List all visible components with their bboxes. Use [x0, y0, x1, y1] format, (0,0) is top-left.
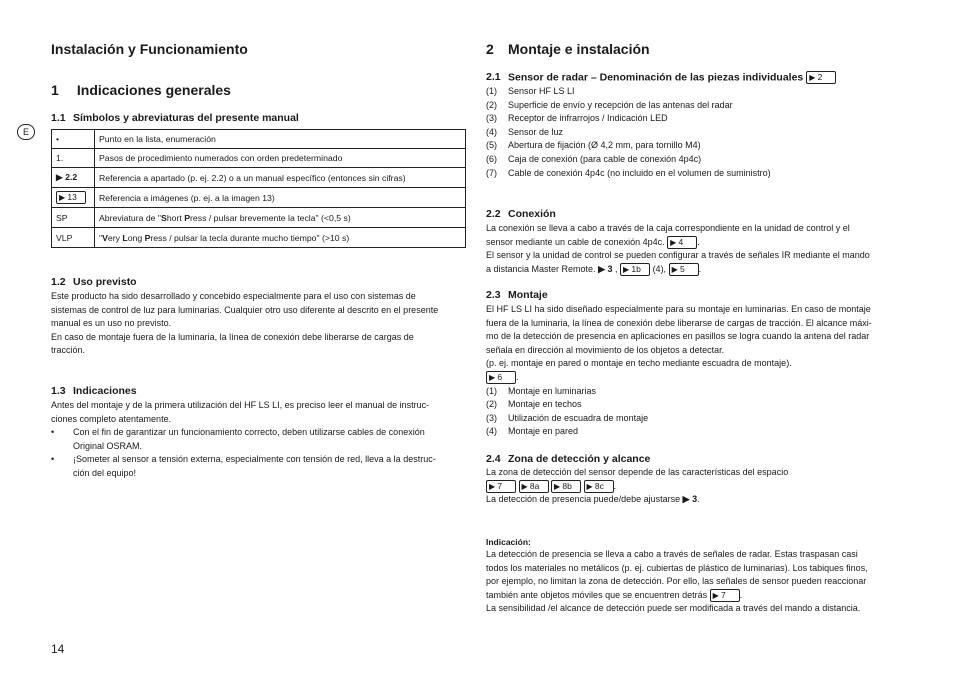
- text-line: El sensor y la unidad de control se pueden configurar a través de señales IR mediante el mando: [486, 250, 870, 261]
- text-line: sistemas de control de luz para luminarias. Cualquier otro uso diferente al descrito en el presente: [51, 304, 439, 315]
- table-cell-desc: [95, 208, 466, 228]
- text-span: La detección de presencia puede/debe ajustarse: [486, 494, 681, 505]
- item-number: (2): [486, 99, 497, 110]
- table-cell-symbol: •: [52, 130, 95, 149]
- text-line: fuera de la luminaria, la línea de conexión debe liberarse de cargas de tracción. El alcance máxi-: [486, 317, 872, 328]
- subsection-number: 2.3: [486, 289, 501, 301]
- desc-text: ong: [127, 232, 145, 243]
- text-line: En caso de montaje fuera de la luminaria, la línea de conexión debe liberarse de cargas de: [51, 331, 414, 342]
- list-item: [486, 153, 916, 167]
- image-ref-badge: ▶ 1b: [620, 263, 650, 276]
- connection-text: [486, 222, 916, 276]
- desc-bold: P: [184, 212, 190, 223]
- indications-text: [51, 399, 471, 481]
- text-line: La sensibilidad /el alcance de detección puede ser modificada a través del mando a distancia.: [486, 603, 861, 614]
- list-item: [51, 426, 471, 453]
- item-text: Sensor HF LS LI: [508, 86, 575, 96]
- section-2-heading: [486, 41, 650, 57]
- subsection-2-4-heading: [486, 453, 650, 465]
- text-line: Este producto ha sido desarrollado y concebido especialmente para el uso con sistemas de: [51, 291, 416, 301]
- table-cell-desc: Punto en la lista, enumeración: [95, 130, 466, 149]
- item-text: Utilización de escuadra de montaje: [508, 412, 649, 423]
- table-cell-symbol: SP: [52, 208, 95, 228]
- subsection-2-3-heading: [486, 289, 548, 301]
- list-item: [486, 425, 916, 439]
- text-line: Original OSRAM.: [73, 440, 143, 451]
- section-title: Montaje e instalación: [508, 41, 650, 57]
- mounting-text: [486, 303, 916, 439]
- text-line: tracción.: [51, 345, 86, 356]
- image-ref-badge: ▶ 8c: [584, 480, 614, 493]
- desc-text: ress / pulsar la tecla durante mucho tiempo" (>10 s): [150, 232, 350, 243]
- subsection-1-2-heading: [51, 276, 137, 288]
- image-ref-badge: ▶ 7: [710, 589, 740, 602]
- text-line: Antes del montaje y de la primera utilización del HF LS LI, es preciso leer el manual de instruc-: [51, 400, 430, 410]
- subsection-title: Montaje: [508, 289, 548, 301]
- text-line: [486, 493, 916, 507]
- text-line: [486, 263, 916, 277]
- text-line: manual es un uso no previsto.: [51, 318, 172, 329]
- list-item: [486, 385, 916, 399]
- table-row: [52, 168, 466, 188]
- text-span: .: [697, 494, 700, 505]
- desc-text: Abreviatura de ": [99, 212, 162, 223]
- text-line: Con el fin de garantizar un funcionamiento correcto, deben utilizarse cables de conexión: [73, 427, 425, 438]
- text-span: .: [697, 236, 700, 247]
- detection-zone-text: [486, 466, 916, 507]
- text-span: también ante objetos móviles que se encuentren detrás: [486, 589, 708, 600]
- bullet-icon: •: [51, 454, 55, 465]
- section-ref: 2.2: [65, 172, 78, 182]
- item-text: Abertura de fijación (Ø 4,2 mm, para tornillo M4): [508, 140, 701, 151]
- table-row: [52, 188, 466, 208]
- subsection-title: Sensor de radar – Denominación de las piezas individuales: [508, 71, 804, 84]
- table-row: [52, 130, 466, 149]
- item-text: Sensor de luz: [508, 126, 564, 137]
- table-cell-symbol: 1.: [52, 149, 95, 168]
- language-badge: E: [17, 124, 35, 140]
- text-span: ,: [615, 263, 618, 274]
- list-item: [486, 85, 916, 99]
- text-line: mo de la detección de presencia en aplicaciones en pasillos se logra cuando la antena del radar: [486, 331, 870, 342]
- item-text: Montaje en luminarias: [508, 385, 597, 396]
- note-title: Indicación:: [486, 537, 531, 547]
- subsection-number: 2.1: [486, 71, 501, 84]
- text-span: a distancia Master Remote.: [486, 263, 596, 274]
- subsection-2-1-heading: [486, 71, 836, 84]
- section-ref: ▶ 3: [682, 494, 698, 505]
- image-ref-badge: ▶ 7: [486, 480, 516, 493]
- item-number: (1): [486, 86, 497, 96]
- image-ref-badge: ▶ 8b: [551, 480, 581, 493]
- desc-bold: S: [161, 212, 167, 223]
- item-number: (3): [486, 113, 497, 124]
- text-line: La zona de detección del sensor depende de las características del espacio: [486, 467, 789, 477]
- text-line: ción del equipo!: [73, 467, 137, 478]
- text-line: [486, 589, 916, 603]
- image-ref-badge: ▶ 5: [669, 263, 699, 276]
- list-item: [486, 126, 916, 140]
- table-cell-symbol: ▶ 2.2: [52, 168, 95, 188]
- text-span: .: [516, 371, 519, 382]
- note-text: [486, 548, 916, 616]
- table-row: [52, 228, 466, 248]
- subsection-2-2-heading: [486, 208, 556, 220]
- subsection-title: Símbolos y abreviaturas del presente manual: [73, 112, 299, 124]
- subsection-number: 2.4: [486, 453, 501, 465]
- item-number: (1): [486, 385, 497, 396]
- desc-text: ": [99, 232, 103, 243]
- item-text: Montaje en pared: [508, 426, 579, 437]
- list-item: [486, 99, 916, 113]
- section-title: Indicaciones generales: [76, 82, 231, 98]
- bullet-icon: •: [51, 427, 55, 438]
- list-item: [486, 398, 916, 412]
- parts-list: [486, 85, 916, 180]
- item-text: Superficie de envío y recepción de las antenas del radar: [508, 99, 733, 110]
- table-row: [52, 149, 466, 168]
- desc-text: hort: [166, 212, 185, 223]
- subsection-title: Indicaciones: [73, 385, 137, 397]
- desc-text: ress / pulsar brevemente la tecla" (<0,5 s): [190, 212, 351, 223]
- list-item: [486, 167, 916, 181]
- text-line: [486, 236, 916, 250]
- section-1-heading: [51, 82, 231, 98]
- subsection-number: 2.2: [486, 208, 501, 220]
- desc-bold: P: [144, 232, 151, 243]
- image-ref-badge: ▶ 4: [667, 236, 697, 249]
- text-line: El HF LS LI ha sido diseñado especialmente para su montaje en luminarias. En caso de montaje: [486, 304, 871, 314]
- subsection-1-3-heading: [51, 385, 137, 397]
- subsection-number: 1.1: [51, 112, 66, 124]
- item-number: (6): [486, 153, 497, 164]
- subsection-number: 1.3: [51, 385, 66, 397]
- desc-text: ery: [107, 232, 123, 243]
- item-text: Caja de conexión (para cable de conexión 4p4c): [508, 153, 702, 164]
- image-ref-badge: ▶ 2: [806, 71, 836, 84]
- table-cell-desc: Referencia a imágenes (p. ej. a la imagen 13): [95, 188, 466, 208]
- text-span: .: [698, 263, 702, 274]
- item-number: (2): [486, 399, 497, 410]
- desc-bold: L: [122, 232, 128, 243]
- item-number: (4): [486, 426, 497, 437]
- list-item: [486, 112, 916, 126]
- image-ref-badge: ▶ 13: [56, 191, 86, 204]
- list-item: [51, 453, 471, 480]
- text-line: (p. ej. montaje en pared o montaje en techo mediante escuadra de montaje).: [486, 358, 792, 369]
- text-line: La detección de presencia se lleva a cabo a través de señales de radar. Estas traspasan casi: [486, 549, 858, 559]
- table-cell-desc: [95, 228, 466, 248]
- text-line: todos los materiales no metálicos (p. ej. cubiertas de plástico de luminarias). Los tabiques finos,: [486, 562, 868, 573]
- section-number: 2: [486, 41, 494, 57]
- table-cell-desc: Pasos de procedimiento numerados con orden predeterminado: [95, 149, 466, 168]
- intended-use-text: [51, 290, 471, 358]
- table-cell-symbol: [52, 188, 95, 208]
- text-line: [486, 371, 916, 385]
- subsection-number: 1.2: [51, 276, 66, 288]
- image-ref-badge: ▶ 8a: [519, 480, 549, 493]
- subsection-title: Zona de detección y alcance: [508, 453, 651, 465]
- section-number: 1: [51, 82, 59, 98]
- text-span: sensor mediante un cable de conexión 4p4c.: [486, 236, 665, 247]
- table-cell-symbol: VLP: [52, 228, 95, 248]
- subsection-title: Conexión: [508, 208, 556, 220]
- table-row: [52, 208, 466, 228]
- item-number: (5): [486, 140, 497, 151]
- symbols-table: [51, 129, 466, 248]
- item-text: Montaje en techos: [508, 399, 582, 410]
- text-line: La conexión se lleva a cabo a través de la caja correspondiente en la unidad de control y el: [486, 223, 850, 233]
- table-cell-desc: Referencia a apartado (p. ej. 2.2) o a un manual específico (entonces sin cifras): [95, 168, 466, 188]
- subsection-1-1-heading: [51, 112, 299, 124]
- item-number: (7): [486, 167, 497, 178]
- text-line: ¡Someter al sensor a tensión externa, especialmente con tensión de red, lleva a la destruc-: [73, 454, 436, 465]
- text-span: (4),: [652, 263, 667, 274]
- text-span: .: [739, 589, 743, 600]
- item-text: Receptor de infrarrojos / Indicación LED: [508, 113, 668, 124]
- item-number: (3): [486, 412, 497, 423]
- image-ref-badge: ▶ 6: [486, 371, 516, 384]
- page-title: Instalación y Funcionamiento: [51, 41, 248, 57]
- text-line: [486, 480, 916, 494]
- list-item: [486, 412, 916, 426]
- item-text: Cable de conexión 4p4c (no incluido en el volumen de suministro): [508, 167, 771, 178]
- section-ref: ▶ 3: [598, 263, 613, 274]
- desc-bold: V: [102, 232, 108, 243]
- subsection-title: Uso previsto: [73, 276, 137, 288]
- text-line: ciones completo atentamente.: [51, 413, 172, 424]
- page-number: 14: [51, 642, 65, 656]
- text-line: por ejemplo, no limitan la zona de detección. Por ello, las señales de sensor pueden reaccionar: [486, 576, 867, 587]
- item-number: (4): [486, 126, 497, 137]
- text-line: señala en dirección al movimiento de los objetos a detectar.: [486, 344, 725, 355]
- list-item: [486, 139, 916, 153]
- text-span: .: [613, 480, 617, 491]
